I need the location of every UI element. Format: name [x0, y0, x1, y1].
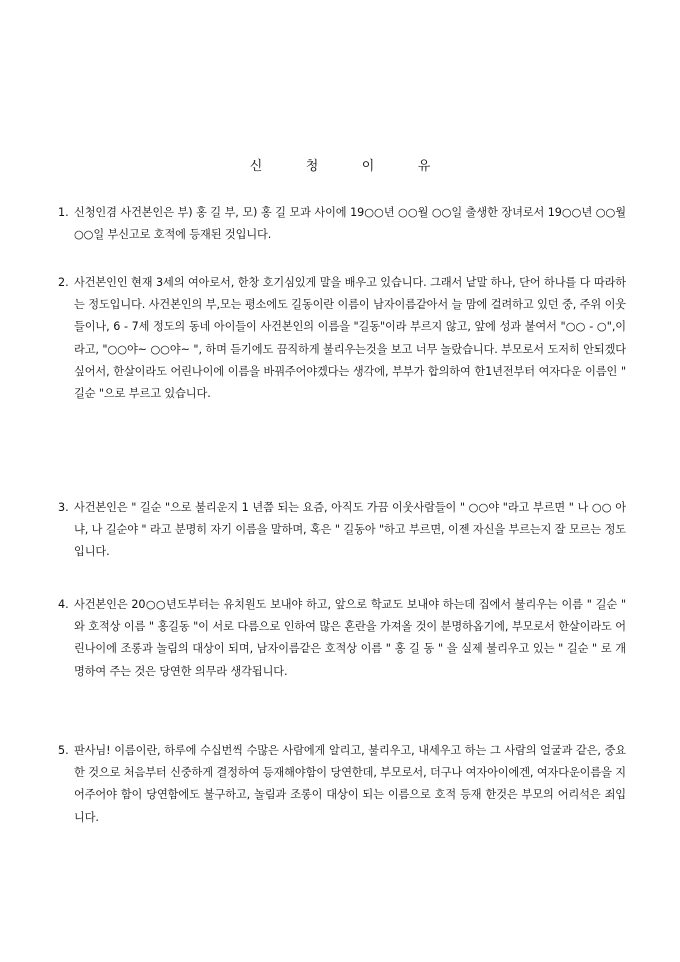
item-number: 3.: [58, 501, 69, 514]
title-char: 유: [417, 159, 431, 174]
item-text: 사건본인은 " 길순 "으로 불리운지 1 년쯤 되는 요즘, 아직도 가끔 이웃사람들이 " ○○야 "라고 부르면 " 나 ○○ 아냐, 나 길순야 " 라고 분명히 자기 이름을 말하며, 혹은 " 길동아 "하고 부르면, 이젠 자신을 부르는지 잘 모르는 정도 입니다.: [74, 501, 626, 559]
title-char: 청: [305, 159, 319, 174]
item-text: 신청인겸 사건본인은 부) 홍 길 부, 모) 홍 길 모과 사이에 19○○년 ○○월 ○○일 출생한 장녀로서 19○○년 ○○월 ○○일 부신고로 호적에 등재된 것입니다.: [74, 206, 626, 242]
item-number: 5.: [58, 744, 69, 757]
title-char: 이: [361, 159, 375, 174]
item-text: 사건본인인 현재 3세의 여아로서, 한창 호기심있게 말을 배우고 있습니다. 그래서 낱말 하나, 단어 하나를 다 따라하는 정도입니다. 사건본인의 부,모는 평소에도 길동이란 이름이 남자이름같아서 늘 맘에 걸려하고 있던 중, 주위 이웃들이나, 6 - 7세 정도의 동네 아이들이 사건본인의 이름을 "길동"이라 부르지 않고, 앞에 성과 붙여서 "○○ - ○",이라고, "○○야~ ○○야~ ", 하며 듣기에도 끔직하게 불리우는것을 보고 너무 놀랐습니다. 부모로서 도저히 안되겠다 싶어서, 한살이라도 어린나이에 이름을 바꿔주어야겠다는 생각에, 부부가 합의하여 한1년전부터 여자다운 이름인 " 길순 "으로 부르고 있습니다.: [74, 276, 626, 401]
list-item: [58, 594, 626, 683]
item-text: 판사님! 이름이란, 하루에 수십번씩 수많은 사람에게 알리고, 불리우고, 내세우고 하는 그 사람의 얼굴과 같은, 중요한 것으로 처음부터 신중하게 결정하여 등재해야함이 당연한데, 부모로서, 더구나 여자아이에겐, 여자다운이름을 지어주어야 함이 당연함에도 불구하고, 놀림과 조롱이 대상이 되는 이름으로 호적 등재 한것은 부모의 어리석은 죄입니다.: [74, 744, 626, 824]
list-item: [58, 272, 626, 405]
list-item: [58, 497, 626, 564]
item-number: 4.: [58, 598, 69, 611]
item-number: 2.: [58, 276, 69, 289]
item-text: 사건본인은 20○○년도부터는 유치원도 보내야 하고, 앞으로 학교도 보내야 하는데 집에서 불리우는 이름 " 길순 " 와 호적상 이름 " 홍길동 "이 서로 다름으로 인하여 많은 혼란을 가져올 것이 분명하옵기에, 부모로서 한살이라도 어린나이에 조롱과 놀림의 대상이 되며, 남자이름같은 호적상 이름 " 홍 길 동 " 을 실제 불리우고 있는 " 길순 " 로 개명하여 주는 것은 당연한 의무라 생각됩니다.: [74, 598, 626, 678]
list-item: [58, 740, 626, 829]
title-char: 신: [249, 159, 263, 174]
list-item: [58, 202, 626, 246]
item-number: 1.: [58, 206, 69, 219]
page-title: [0, 155, 680, 174]
